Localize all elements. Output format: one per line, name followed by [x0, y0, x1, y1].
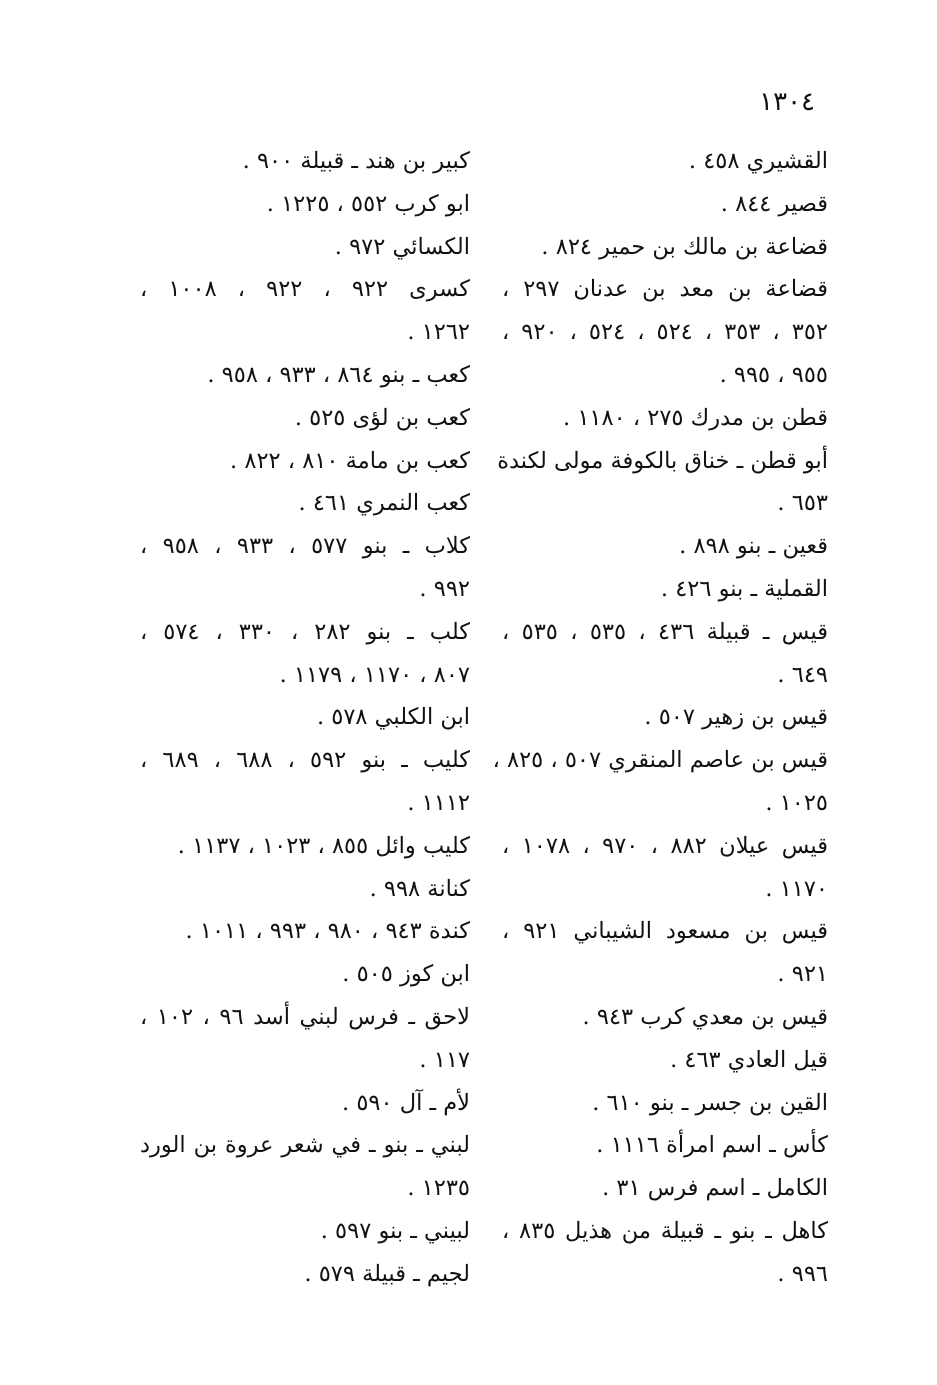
- index-entry: كنانة ٩٩٨ .: [369, 875, 470, 902]
- index-entry-continuation: ٩٢١ .: [777, 961, 828, 988]
- index-entry: قعين ـ بنو ٨٩٨ .: [679, 533, 828, 560]
- index-entry-continuation: ٦٤٩ .: [777, 661, 828, 688]
- index-entry: قيس بن عاصم المنقري ٥٠٧ ، ٨٢٥ ،: [492, 747, 828, 774]
- index-entry: ابن كوز ٥٠٥ .: [342, 961, 470, 988]
- index-entry: كلاب ـ بنو ٥٧٧ ، ٩٣٣ ، ٩٥٨ ،: [140, 533, 470, 560]
- index-entry: الكسائي ٩٧٢ .: [334, 233, 470, 260]
- index-entry: القملية ـ بنو ٤٢٦ .: [660, 575, 828, 602]
- index-column-right: [492, 140, 829, 1296]
- index-entry-continuation: ١٢٣٥ .: [407, 1175, 470, 1202]
- index-entry: قطن بن مدرك ٢٧٥ ، ١١٨٠ .: [563, 404, 828, 431]
- index-entry-continuation: ٦٥٣ .: [777, 490, 828, 517]
- index-entry: كلب ـ بنو ٢٨٢ ، ٣٣٠ ، ٥٧٤ ،: [140, 618, 470, 645]
- index-entry-continuation: ٩٩٢ .: [419, 575, 470, 602]
- index-entry-continuation: ١١٧٠ .: [765, 875, 828, 902]
- index-entry: قيس بن مسعود الشيباني ٩٢١ ،: [502, 918, 828, 945]
- index-entry: كسرى ٩٢٢ ، ٩٢٢ ، ١٠٠٨ ،: [140, 276, 470, 303]
- index-entry-continuation: ١٢٦٢ .: [407, 319, 470, 346]
- index-entry: لبني ـ بنو ـ في شعر عروة بن الورد: [140, 1132, 470, 1159]
- index-column-left: [140, 140, 470, 1296]
- index-entry-continuation: ٩٩٦ .: [777, 1260, 828, 1287]
- index-entry: كندة ٩٤٣ ، ٩٨٠ ، ٩٩٣ ، ١٠١١ .: [185, 918, 470, 945]
- page-number: ١٣٠٤: [759, 87, 815, 117]
- index-entry: لبيني ـ بنو ٥٩٧ .: [320, 1217, 470, 1244]
- index-entry: كعب بن لؤى ٥٢٥ .: [294, 404, 470, 431]
- index-entry: كعب بن مامة ٨١٠ ، ٨٢٢ .: [230, 447, 470, 474]
- index-entry: قيس عيلان ٨٨٢ ، ٩٧٠ ، ١٠٧٨ ،: [502, 832, 828, 859]
- index-entry-continuation: ١١٧ .: [419, 1046, 470, 1073]
- index-entry: القشيري ٤٥٨ .: [688, 148, 828, 174]
- index-entry: كأس ـ اسم امرأة ١١١٦ .: [596, 1132, 828, 1159]
- index-entry: لجيم ـ قبيلة ٥٧٩ .: [304, 1260, 470, 1287]
- index-entry: كعب ـ بنو ٨٦٤ ، ٩٣٣ ، ٩٥٨ .: [207, 361, 470, 388]
- index-entry: ابن الكلبي ٥٧٨ .: [316, 704, 470, 731]
- index-entry: قضاعة بن معد بن عدنان ٢٩٧ ،: [502, 276, 829, 303]
- index-entry-continuation: ١١١٢ .: [407, 789, 470, 816]
- index-entry: القين بن جسر ـ بنو ٦١٠ .: [592, 1089, 828, 1116]
- index-entry: قضاعة بن مالك بن حمير ٨٢٤ .: [541, 233, 828, 260]
- index-entry: لاحق ـ فرس لبني أسد ٩٦ ، ١٠٢ ،: [140, 1003, 470, 1030]
- index-entry: كليب وائل ٨٥٥ ، ١٠٢٣ ، ١١٣٧ .: [177, 832, 470, 859]
- index-entry: لأم ـ آل ٥٩٠ .: [342, 1089, 470, 1116]
- index-entry: كاهل ـ بنو ـ قبيلة من هذيل ٨٣٥ ،: [502, 1217, 828, 1244]
- index-entry: قيس بن زهير ٥٠٧ .: [644, 704, 828, 731]
- index-entry: قيس ـ قبيلة ٤٣٦ ، ٥٣٥ ، ٥٣٥ ،: [502, 618, 828, 645]
- index-entry: قيل العادي ٤٦٣ .: [670, 1046, 828, 1073]
- index-entry: ابو كرب ٥٥٢ ، ١٢٢٥ .: [266, 190, 470, 217]
- index-entry: كبير بن هند ـ قبيلة ٩٠٠ .: [242, 148, 470, 174]
- index-entry-continuation: ٣٥٢ ، ٣٥٣ ، ٥٢٤ ، ٥٢٤ ، ٩٢٠ ،: [502, 319, 828, 346]
- index-entry-continuation: ٨٠٧ ، ١١٧٠ ، ١١٧٩ .: [279, 661, 470, 688]
- index-entry-continuation: ١٠٢٥ .: [765, 789, 828, 816]
- index-entry: أبو قطن ـ خناق بالكوفة مولى لكندة: [497, 447, 828, 474]
- index-entry-continuation: ٩٥٥ ، ٩٩٥ .: [719, 361, 828, 388]
- index-entry: قيس بن معدي كرب ٩٤٣ .: [582, 1003, 828, 1030]
- index-entry: كعب النمري ٤٦١ .: [298, 490, 470, 517]
- index-entry: كليب ـ بنو ٥٩٢ ، ٦٨٨ ، ٦٨٩ ،: [140, 747, 470, 774]
- index-entry: قصير ٨٤٤ .: [720, 190, 828, 217]
- index-entry: الكامل ـ اسم فرس ٣١ .: [602, 1175, 828, 1202]
